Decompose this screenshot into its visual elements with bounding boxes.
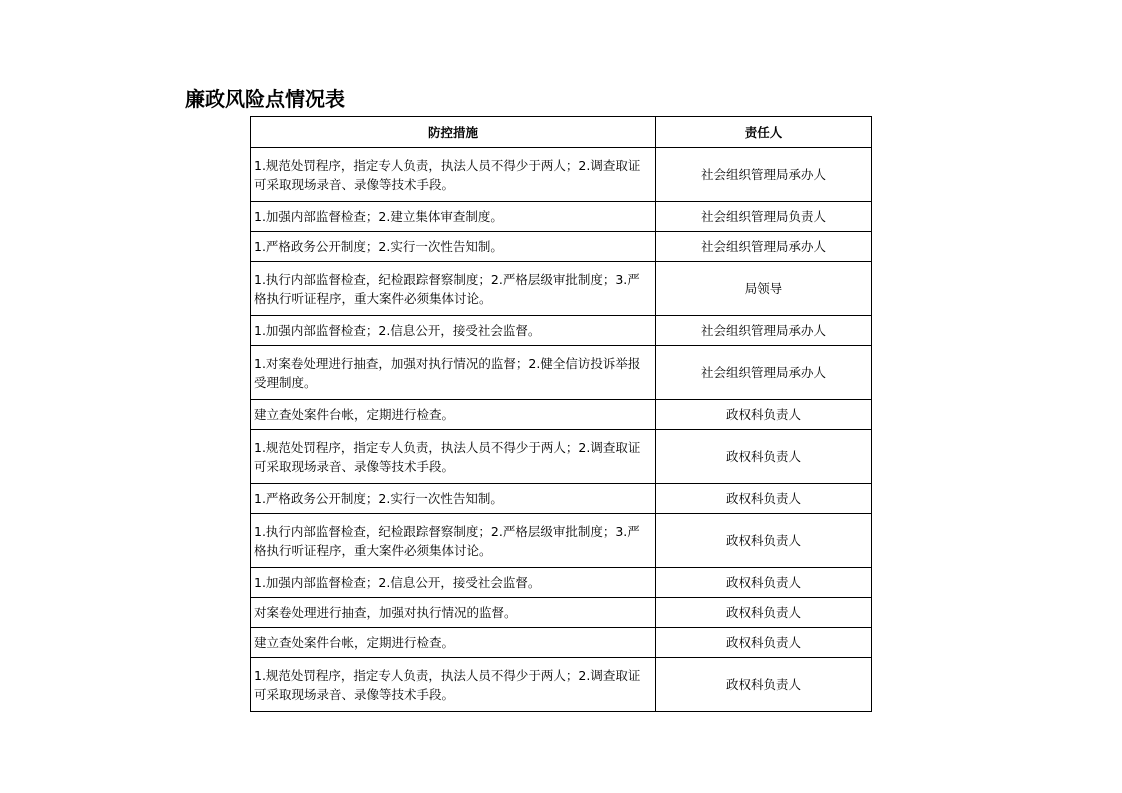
responsible-person-cell: 社会组织管理局承办人 — [656, 232, 872, 262]
table-row — [251, 346, 872, 400]
responsible-person-cell: 政权科负责人 — [656, 430, 872, 484]
table-row — [251, 598, 872, 628]
measure-cell: 1.严格政务公开制度；2.实行一次性告知制。 — [251, 232, 656, 262]
page-title-container — [185, 84, 449, 114]
responsible-person-cell: 政权科负责人 — [656, 484, 872, 514]
responsible-person-cell: 政权科负责人 — [656, 568, 872, 598]
header-measures: 防控措施 — [251, 117, 656, 148]
responsible-person-cell: 政权科负责人 — [656, 514, 872, 568]
measure-cell: 1.规范处罚程序，指定专人负责，执法人员不得少于两人；2.调查取证可采取现场录音、录像等技术手段。 — [251, 658, 656, 712]
measure-cell: 1.严格政务公开制度；2.实行一次性告知制。 — [251, 484, 656, 514]
measure-cell: 建立查处案件台帐，定期进行检查。 — [251, 400, 656, 430]
table-row — [251, 400, 872, 430]
table-row — [251, 658, 872, 712]
responsible-person-cell: 社会组织管理局承办人 — [656, 316, 872, 346]
responsible-person-cell: 政权科负责人 — [656, 628, 872, 658]
measure-cell: 1.规范处罚程序，指定专人负责，执法人员不得少于两人；2.调查取证可采取现场录音、录像等技术手段。 — [251, 148, 656, 202]
measure-cell: 1.加强内部监督检查；2.建立集体审查制度。 — [251, 202, 656, 232]
responsible-person-cell: 政权科负责人 — [656, 658, 872, 712]
measure-cell: 1.加强内部监督检查；2.信息公开，接受社会监督。 — [251, 316, 656, 346]
table-row — [251, 316, 872, 346]
responsible-person-cell: 政权科负责人 — [656, 400, 872, 430]
table-row — [251, 628, 872, 658]
table-row — [251, 202, 872, 232]
table-row — [251, 568, 872, 598]
measure-cell: 1.执行内部监督检查，纪检跟踪督察制度；2.严格层级审批制度；3.严格执行听证程序，重大案件必须集体讨论。 — [251, 262, 656, 316]
table-row — [251, 232, 872, 262]
measure-cell: 1.规范处罚程序，指定专人负责，执法人员不得少于两人；2.调查取证可采取现场录音、录像等技术手段。 — [251, 430, 656, 484]
header-responsible-person: 责任人 — [656, 117, 872, 148]
table-body — [251, 148, 872, 712]
responsible-person-cell: 社会组织管理局承办人 — [656, 346, 872, 400]
table-header-row — [251, 117, 872, 148]
page-title: 廉政风险点情况表 — [185, 87, 345, 111]
measure-cell: 建立查处案件台帐，定期进行检查。 — [251, 628, 656, 658]
responsible-person-cell: 局领导 — [656, 262, 872, 316]
table-row — [251, 148, 872, 202]
responsible-person-cell: 政权科负责人 — [656, 598, 872, 628]
measure-cell: 1.对案卷处理进行抽查，加强对执行情况的监督；2.健全信访投诉举报受理制度。 — [251, 346, 656, 400]
table-row — [251, 484, 872, 514]
responsible-person-cell: 社会组织管理局承办人 — [656, 148, 872, 202]
measure-cell: 1.执行内部监督检查，纪检跟踪督察制度；2.严格层级审批制度；3.严格执行听证程序，重大案件必须集体讨论。 — [251, 514, 656, 568]
prevention-measures-table — [250, 116, 872, 712]
responsible-person-cell: 社会组织管理局负责人 — [656, 202, 872, 232]
table-row — [251, 430, 872, 484]
measure-cell: 对案卷处理进行抽查，加强对执行情况的监督。 — [251, 598, 656, 628]
measure-cell: 1.加强内部监督检查；2.信息公开，接受社会监督。 — [251, 568, 656, 598]
table-row — [251, 514, 872, 568]
table-row — [251, 262, 872, 316]
